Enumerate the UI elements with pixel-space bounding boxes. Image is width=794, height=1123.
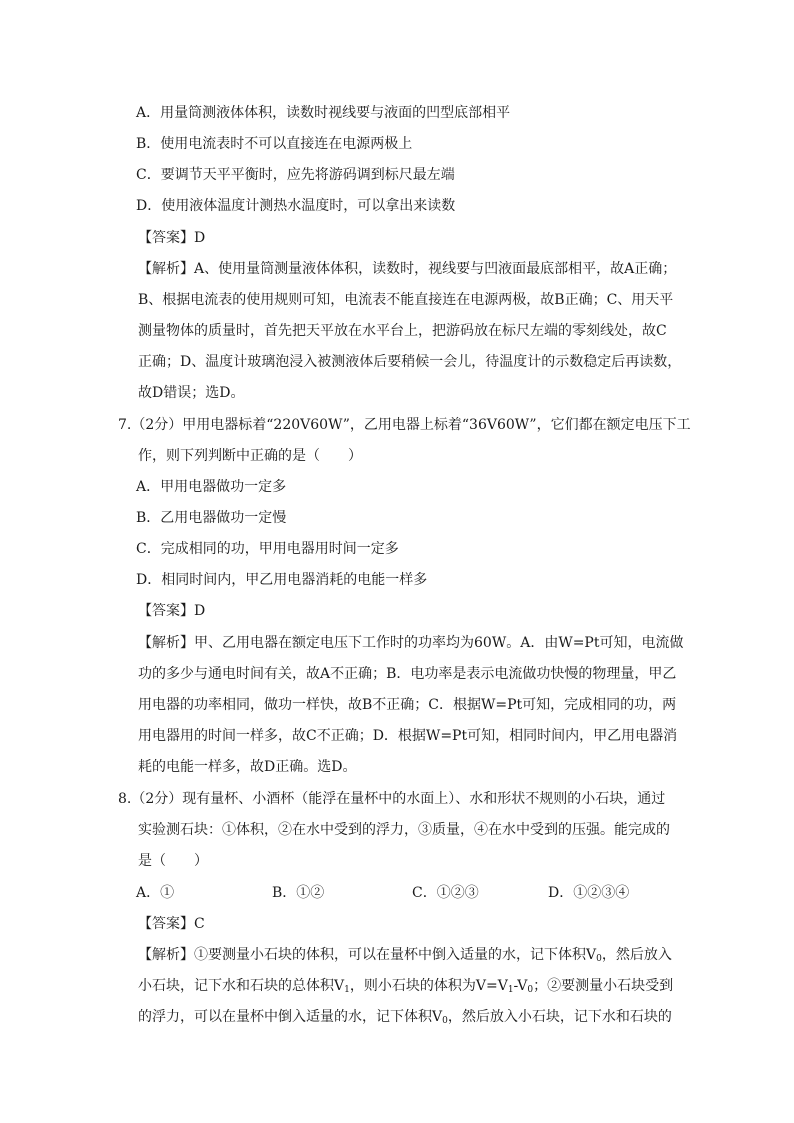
- q6-option-a: A．用量筒测液体体积，读数时视线要与液面的凹型底部相平: [136, 105, 511, 121]
- q8-stem-line: 是（ ）: [138, 853, 208, 869]
- q6-option-d: D．使用液体温度计测热水温度时，可以拿出来读数: [136, 198, 456, 214]
- q7-answer: 【答案】D: [138, 603, 206, 619]
- q6-answer: 【答案】D: [138, 230, 206, 246]
- q7-option-b: B．乙用电器做功一定慢: [136, 510, 287, 526]
- q7-option-a: A．甲用电器做功一定多: [136, 479, 287, 495]
- q7-analysis-line: 耗的电能一样多，故D正确。选D。: [138, 759, 357, 775]
- q7-analysis-line: 用电器用的时间一样多，故C不正确；D．根据W=Pt可知，相同时间内，甲乙用电器消: [138, 728, 678, 744]
- q8-options: [136, 883, 676, 903]
- q7-stem-line: 作，则下列判断中正确的是（ ）: [138, 448, 362, 464]
- q7-stem-line: 7.（2分）甲用电器标着“220V60W”，乙用电器上标着“36V60W”，它们都在额定电压下工: [118, 417, 691, 433]
- q8-stem-line: 8.（2分）现有量杯、小酒杯（能浮在量杯中的水面上）、水和形状不规则的小石块，通过: [118, 791, 666, 807]
- q6-analysis-line: 故D错误；选D。: [138, 385, 245, 401]
- q6-option-b: B．使用电流表时不可以直接连在电源两极上: [136, 136, 413, 152]
- q7-analysis-line: 【解析】甲、乙用电器在额定电压下工作时的功率均为60W。A．由W=Pt可知，电流做: [138, 635, 684, 651]
- q7-option-d: D．相同时间内，甲乙用电器消耗的电能一样多: [136, 572, 428, 588]
- q8-option-d: D．①②③④: [548, 885, 630, 901]
- q8-stem-line: 实验测石块：①体积，②在水中受到的浮力，③质量，④在水中受到的压强。能完成的: [138, 822, 670, 838]
- q8-analysis-line: 小石块，记下水和石块的总体积$V_1$，则小石块的体积为$V=V_1-V_0$；②要测量小石块受到: [138, 978, 674, 995]
- q8-option-b: B．①②: [272, 885, 325, 901]
- q6-analysis-line: B、根据电流表的使用规则可知，电流表不能直接连在电源两极，故B正确；C、用天平: [138, 292, 674, 308]
- q8-option-c: C．①②③: [412, 885, 479, 901]
- q7-analysis-line: 用电器的功率相同，做功一样快，故B不正确；C．根据W=Pt可知，完成相同的功，两: [138, 697, 677, 713]
- q8-analysis-line: 的浮力，可以在量杯中倒入适量的水，记下体积$V_0$，然后放入小石块，记下水和石块的: [138, 1009, 672, 1026]
- q6-analysis-line: 正确；D、温度计玻璃泡浸入被测液体后要稍候一会儿，待温度计的示数稳定后再读数，: [138, 354, 682, 370]
- q8-analysis-line: 【解析】①要测量小石块的体积，可以在量杯中倒入适量的水，记下体积$V_0$，然后放入: [138, 947, 672, 964]
- q8-option-a: A．①: [136, 885, 175, 901]
- q6-analysis-line: 测量物体的质量时，首先把天平放在水平台上，把游码放在标尺左端的零刻线处，故C: [138, 323, 667, 339]
- q6-option-c: C．要调节天平平衡时，应先将游码调到标尺最左端: [136, 167, 455, 183]
- q8-answer: 【答案】C: [138, 916, 205, 932]
- q7-option-c: C．完成相同的功，甲用电器用时间一定多: [136, 541, 399, 557]
- q6-analysis-line: 【解析】A、使用量筒测量液体体积，读数时，视线要与凹液面最底部相平，故A正确；: [138, 261, 677, 277]
- q7-analysis-line: 功的多少与通电时间有关，故A不正确；B．电功率是表示电流做功快慢的物理量，甲乙: [138, 666, 677, 682]
